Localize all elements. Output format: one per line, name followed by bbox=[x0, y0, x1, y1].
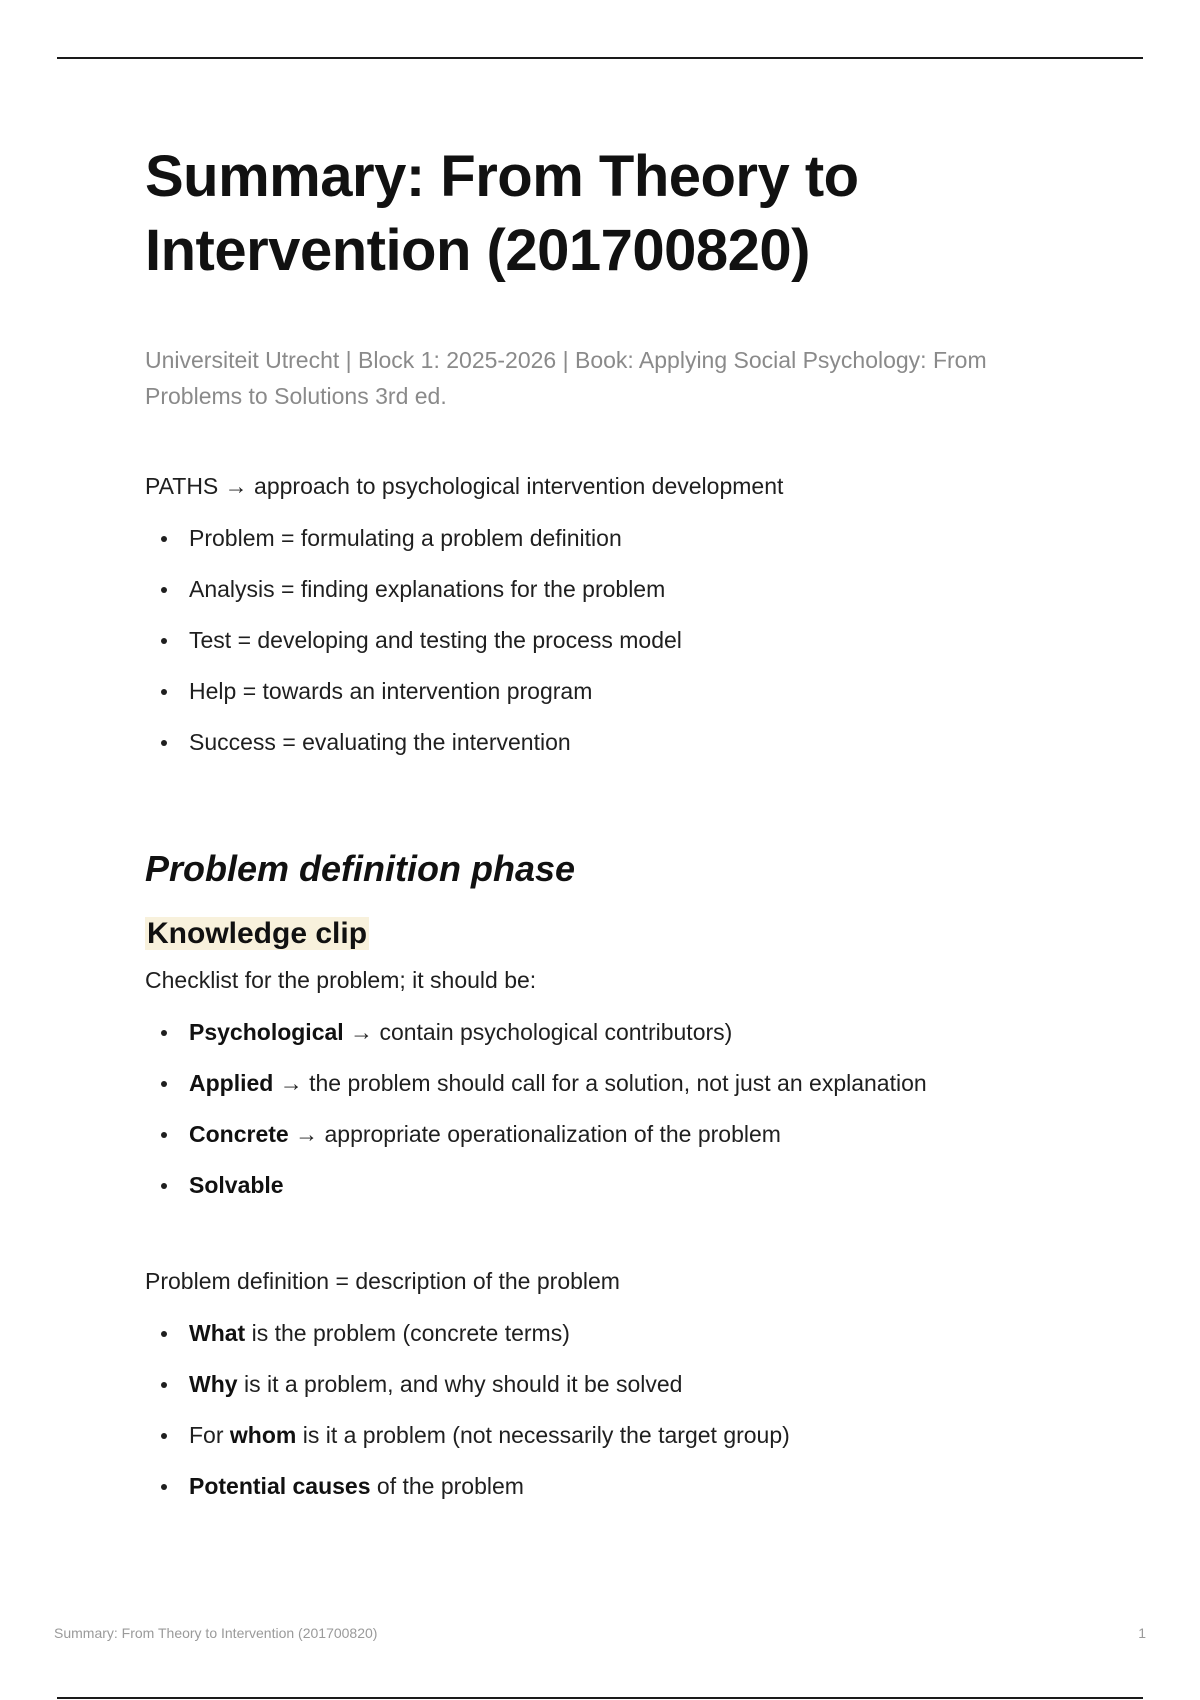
list-item-term: Potential causes bbox=[189, 1473, 371, 1499]
definition-lead: Problem definition = description of the problem bbox=[145, 1268, 620, 1294]
list-item: Test = developing and testing the process model bbox=[145, 624, 1065, 656]
list-item-text: → contain psychological contributors) bbox=[343, 1019, 733, 1045]
paths-list bbox=[145, 522, 1065, 758]
list-item: Analysis = finding explanations for the problem bbox=[145, 573, 1065, 605]
list-item-term: Why bbox=[189, 1371, 238, 1397]
list-item-text: → appropriate operationalization of the problem bbox=[288, 1121, 781, 1147]
list-item bbox=[145, 1169, 1065, 1201]
list-item-term: What bbox=[189, 1320, 246, 1346]
list-item: Problem = formulating a problem definition bbox=[145, 522, 1065, 554]
list-item-prefix: For bbox=[189, 1422, 230, 1448]
list-item-text: of the problem bbox=[370, 1473, 524, 1499]
list-item bbox=[145, 1470, 1065, 1502]
list-item-text: → the problem should call for a solution, not just an explanation bbox=[273, 1070, 927, 1096]
top-rule bbox=[57, 57, 1143, 59]
list-item-term: Solvable bbox=[189, 1172, 284, 1198]
list-item-term: Concrete bbox=[189, 1121, 289, 1147]
document-subtitle: Universiteit Utrecht | Block 1: 2025-2026 | Book: Applying Social Psychology: From Problems to Solutions 3rd ed. bbox=[145, 347, 987, 409]
footer-title: Summary: From Theory to Intervention (201700820) bbox=[54, 1625, 378, 1641]
page-number: 1 bbox=[1138, 1625, 1146, 1641]
checklist bbox=[145, 1016, 1065, 1201]
list-item: Success = evaluating the intervention bbox=[145, 726, 1065, 758]
list-item-term: whom bbox=[229, 1422, 297, 1448]
list-item-text: is it a problem (not necessarily the target group) bbox=[296, 1422, 790, 1448]
list-item-text: is it a problem, and why should it be solved bbox=[237, 1371, 683, 1397]
subsection-heading bbox=[145, 914, 1065, 954]
list-item bbox=[145, 1317, 1065, 1349]
list-item bbox=[145, 1016, 1065, 1048]
list-item bbox=[145, 1118, 1065, 1150]
document-title: Summary: From Theory to Intervention (201700820) bbox=[145, 144, 859, 283]
paths-lead: PATHS → approach to psychological intervention development bbox=[145, 473, 784, 499]
checklist-lead: Checklist for the problem; it should be: bbox=[145, 967, 537, 993]
list-item-text: is the problem (concrete terms) bbox=[245, 1320, 570, 1346]
list-item-term: Psychological bbox=[189, 1019, 344, 1045]
list-item bbox=[145, 1067, 1065, 1099]
bottom-rule bbox=[57, 1697, 1143, 1699]
section-heading: Problem definition phase bbox=[145, 848, 576, 889]
highlighted-heading-text: Knowledge clip bbox=[147, 917, 368, 950]
definition-list bbox=[145, 1317, 1065, 1502]
list-item bbox=[145, 1419, 1065, 1451]
page-content bbox=[145, 140, 1065, 1502]
list-item-term: Applied bbox=[189, 1070, 274, 1096]
list-item: Help = towards an intervention program bbox=[145, 675, 1065, 707]
list-item bbox=[145, 1368, 1065, 1400]
